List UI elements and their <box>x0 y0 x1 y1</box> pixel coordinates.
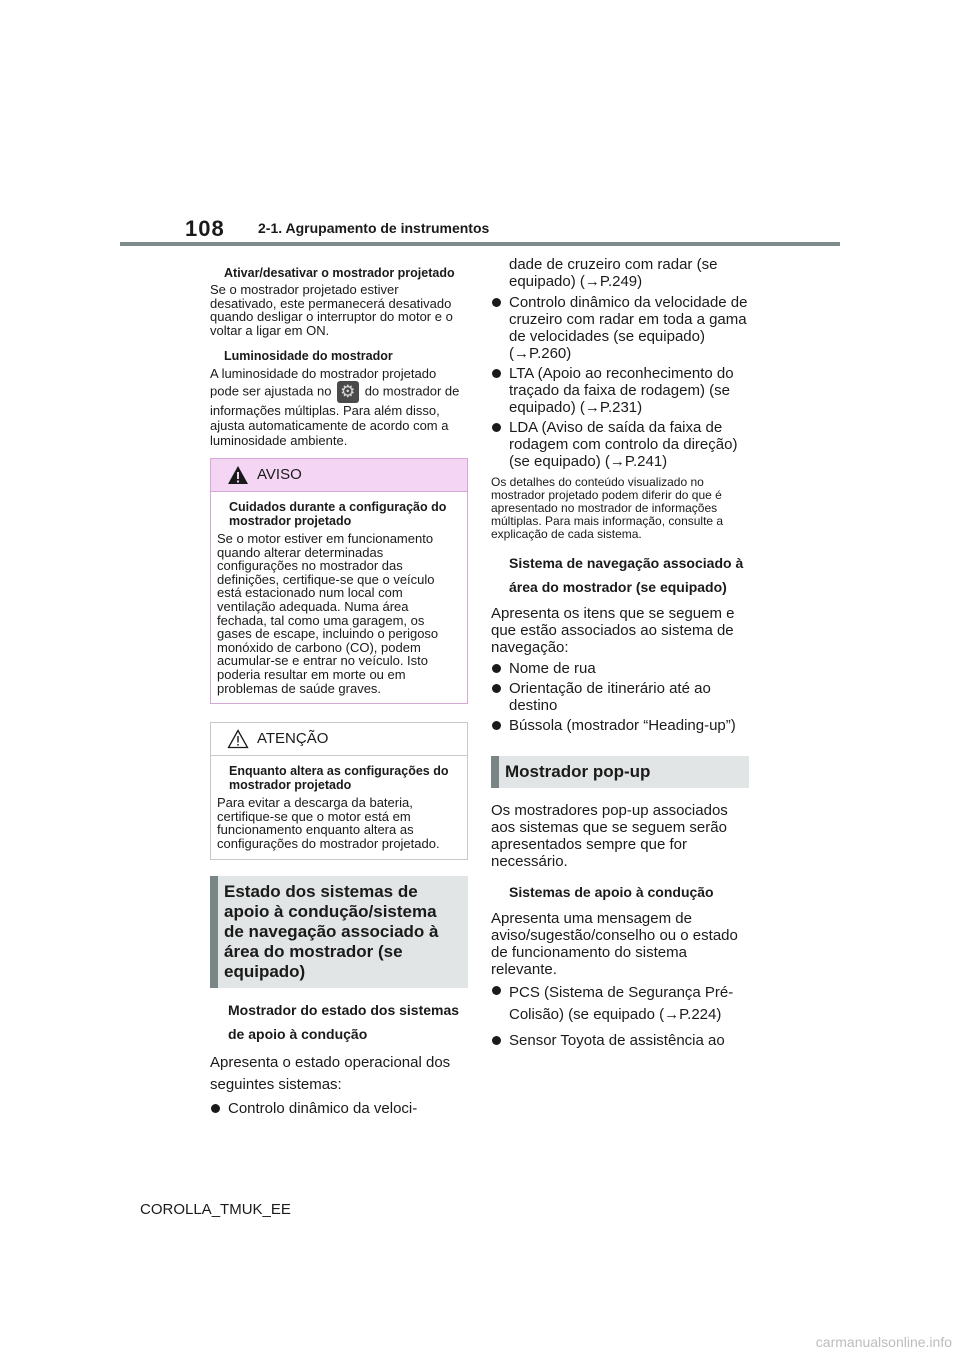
continued-text: dade de cruzeiro com radar (se equipado) (→P.249) <box>509 256 718 290</box>
list-item <box>491 660 749 677</box>
popup-subheading: Sistemas de apoio à condução <box>509 884 714 900</box>
caution-box <box>210 722 468 859</box>
hud-toggle-text <box>210 283 468 337</box>
section-header-title: 2-1. Agrupamento de instrumentos <box>258 220 490 236</box>
popup-text: Os mostradores pop-up associados aos sistemas que se seguem serão apresentados sempre que for necessário. <box>491 802 728 870</box>
warning-header <box>211 459 467 492</box>
page-number: 108 <box>185 216 225 241</box>
warning-text: Se o motor estiver em funcionamento quando alterar determinadas configurações no mostrador das definições, certifique-se que o veículo está estacionado num local com ventilação adequada. Numa área fechada, tal como uma garagem, os gases de escape, incluindo o perigoso monóxido de carbono (CO), podem acumular-se e entrar no veículo. Isto poderia resultar em morte ou em problemas de saúde graves. <box>217 531 439 696</box>
warning-subheading: Cuidados durante a configuração do mostrador projetado <box>229 500 447 528</box>
driving-support-text: Apresenta o estado operacional dos seguintes sistemas: <box>210 1053 451 1093</box>
caution-body <box>211 756 467 858</box>
brightness-text-after: do mostrador de informações múltiplas. Para além disso, ajusta automaticamente de acordo com a luminosidade ambiente. <box>210 383 460 448</box>
header-divider <box>120 242 840 246</box>
bullet-dot <box>211 1104 220 1113</box>
warning-triangle-icon <box>227 465 249 485</box>
brightness-text <box>210 366 468 448</box>
caution-subheading: Enquanto altera as configurações do mostrador projetado <box>229 764 449 793</box>
watermark: carmanualsonline.info <box>815 1334 952 1350</box>
list-item <box>491 294 749 362</box>
bullet-dot <box>492 423 501 432</box>
list-item <box>491 717 749 734</box>
list-item-text: Nome de rua <box>509 660 596 677</box>
warning-label: AVISO <box>257 466 302 483</box>
warning-box <box>210 458 468 704</box>
hud-toggle-paragraph: Se o mostrador projetado estiver desativado, este permanecerá desativado quando desligar o interruptor do motor e o voltar a ligar em ON. <box>210 282 453 338</box>
bullet-dot <box>492 369 501 378</box>
list-item-text: Sensor Toyota de assistência ao <box>509 1032 725 1049</box>
bullet-dot <box>492 298 501 307</box>
list-item-text: Controlo dinâmico da veloci- <box>228 1099 418 1117</box>
popup-subtext: Apresenta uma mensagem de aviso/sugestão/conselho ou o estado de funcionamento do sistema relevante. <box>491 910 738 978</box>
display-note: Os detalhes do conteúdo visualizado no mostrador projetado podem diferir do que é apresentado no mostrador de informações múltiplas. Para mais informação, consulte a explicação de cada sistema. <box>491 475 724 541</box>
list-item <box>210 1100 468 1117</box>
list-item <box>491 982 749 1026</box>
list-item <box>491 419 749 470</box>
section-title-driving-support: Estado dos sistemas de apoio à condução/sistema de navegação associado à área do mostrador (se equipado) <box>210 876 468 988</box>
gear-icon <box>337 381 359 403</box>
caution-text: Para evitar a descarga da bateria, certifique-se que o motor está em funcionamento enquanto altera as configurações do mostrador projetado. <box>217 795 440 851</box>
navigation-text: Apresenta os itens que se seguem e que estão associados ao sistema de navegação: <box>491 605 735 656</box>
list-item <box>491 680 749 714</box>
system-list <box>491 294 749 470</box>
bullet-dot <box>492 684 501 693</box>
list-item <box>491 365 749 416</box>
caution-label: ATENÇÃO <box>257 730 329 748</box>
list-item <box>491 1032 749 1049</box>
list-item-text: Bússola (mostrador “Heading-up”) <box>509 717 736 734</box>
list-item-text: LDA (Aviso de saída da faixa de rodagem com controlo da direção) (se equipado) (→P.241) <box>509 419 738 470</box>
driving-support-list <box>210 1100 468 1117</box>
caution-triangle-icon <box>227 729 249 749</box>
list-item-text: LTA (Apoio ao reconhecimento do traçado da faixa de rodagem) (se equipado) (→P.231) <box>509 365 734 416</box>
popup-list <box>491 982 749 1049</box>
list-item-text: Orientação de itinerário até ao destino <box>509 680 711 714</box>
driving-support-heading: Mostrador do estado dos sistemas de apoio à condução <box>228 1001 460 1042</box>
brightness-text-before: A luminosidade do mostrador projetado pode ser ajustada no <box>210 366 437 399</box>
right-column <box>491 256 749 1052</box>
bullet-dot <box>492 721 501 730</box>
caution-header <box>211 723 467 756</box>
left-column <box>210 256 468 1120</box>
list-item-text: PCS (Sistema de Segurança Pré-Colisão) (se equipado (→P.224) <box>509 984 734 1023</box>
model-code: COROLLA_TMUK_EE <box>140 1201 291 1218</box>
hud-toggle-heading: Ativar/desativar o mostrador projetado <box>224 266 455 280</box>
warning-body <box>211 492 467 703</box>
bullet-dot <box>492 664 501 673</box>
list-item-text: Controlo dinâmico da velocidade de cruzeiro com radar em toda a gama de velocidades (se equipado) (→P.260) <box>509 294 748 362</box>
navigation-list <box>491 660 749 734</box>
section-title-popup: Mostrador pop-up <box>491 756 749 788</box>
brightness-heading: Luminosidade do mostrador <box>224 349 393 363</box>
navigation-heading: Sistema de navegação associado à área do mostrador (se equipado) <box>509 555 744 595</box>
bullet-dot <box>492 986 501 995</box>
bullet-dot <box>492 1036 501 1045</box>
